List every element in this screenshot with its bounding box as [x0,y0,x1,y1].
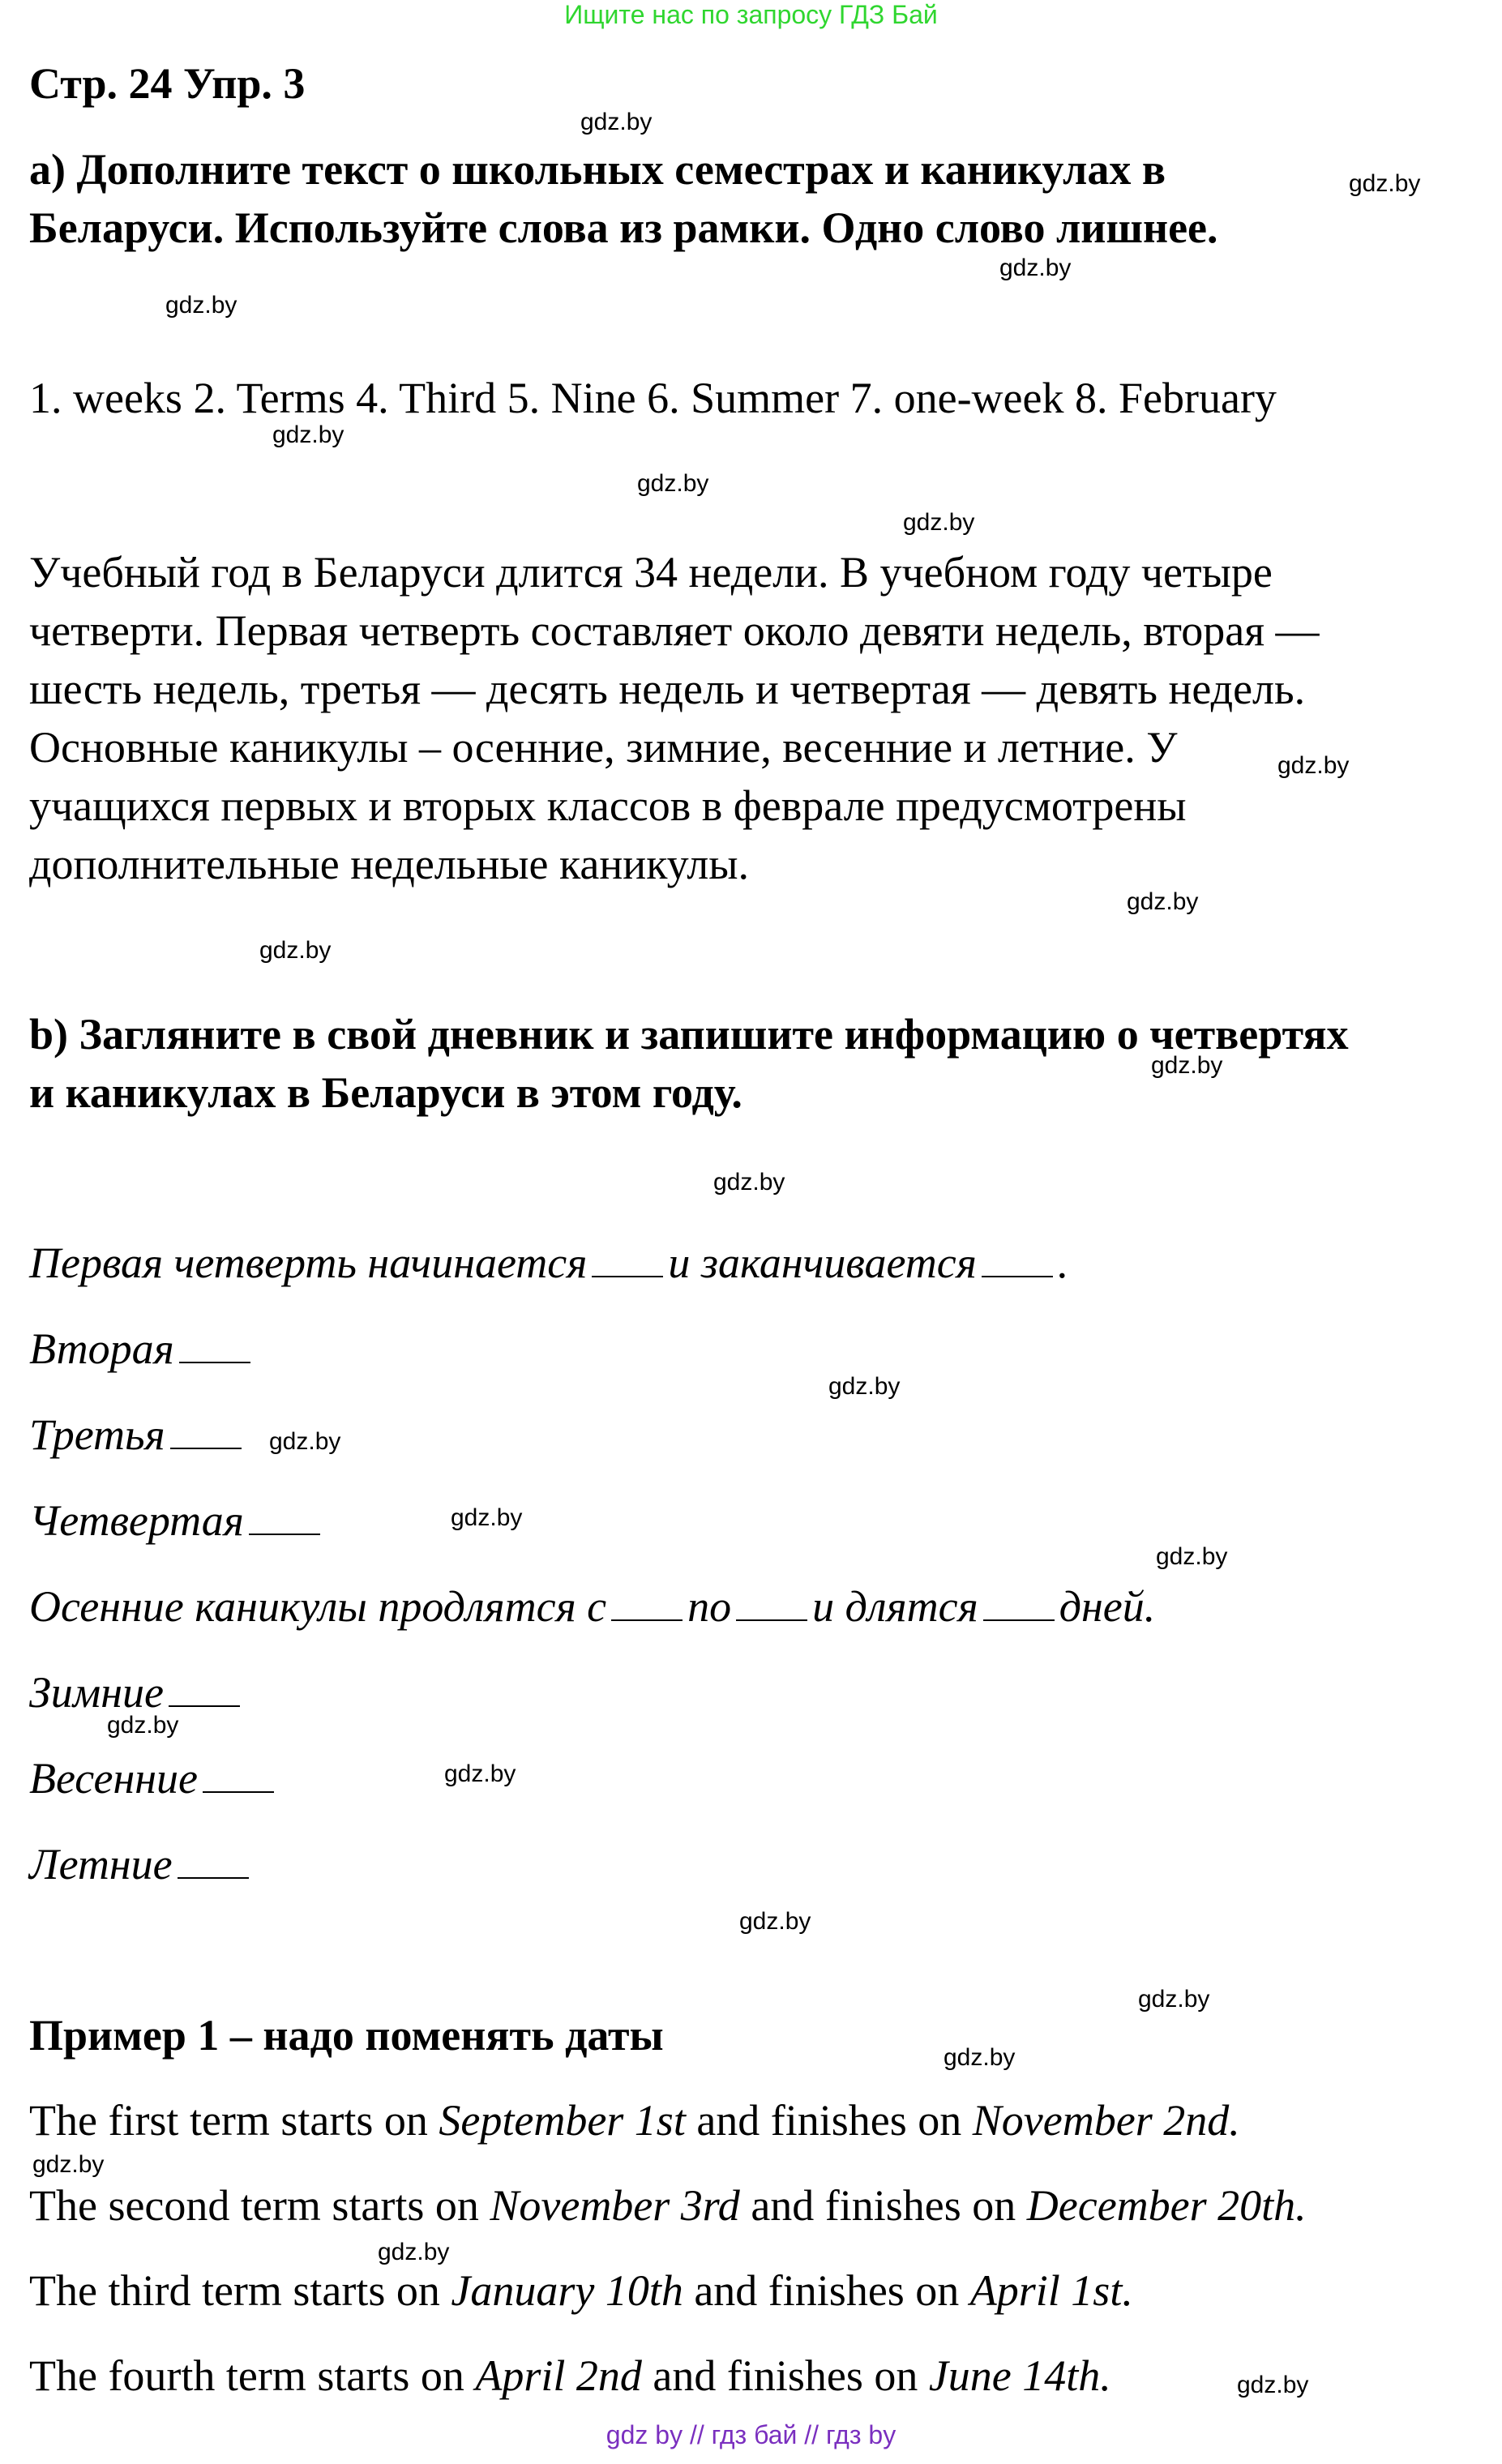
fill-text: Первая четверть начинается [29,1238,588,1287]
watermark: gdz.by [269,1428,341,1455]
watermark: gdz.by [1277,752,1350,779]
fill-text: . [1057,1238,1069,1287]
top-banner[interactable]: Ищите нас по запросу ГДЗ Бай [564,0,938,29]
paragraph-line: дополнительные недельные каникулы. [29,840,750,888]
fill-winter-holidays [29,1667,245,1718]
fill-text: и длятся [812,1582,978,1631]
example-date: January 10th [451,2266,683,2315]
fill-autumn-holidays [29,1581,1155,1632]
example-text: The fourth term starts on [29,2351,464,2400]
answer-blank[interactable] [592,1275,663,1277]
paragraph-line: шесть недель, третья — десять недель и четвертая — девять недель. [29,665,1306,713]
watermark: gdz.by [1138,1986,1210,2013]
example-date: April 2nd [475,2351,642,2400]
example-row [29,2265,1133,2316]
fill-text: Осенние каникулы продлятся с [29,1582,607,1631]
fill-second-term [29,1324,255,1374]
answer-blank[interactable] [736,1619,807,1621]
answer-blank[interactable] [178,1876,249,1879]
example-date: September 1st [439,2096,686,2145]
fill-text: Четвертая [29,1496,244,1545]
fill-text: дней. [1059,1582,1156,1631]
example-text: The second term starts on [29,2181,479,2230]
watermark: gdz.by [1127,888,1199,915]
watermark: gdz.by [32,2151,105,2178]
example-row [29,2095,1240,2145]
task-b-line-2: и каникулах в Беларуси в этом году. [29,1068,742,1117]
task-a-line-1: a) Дополните текст о школьных семестрах и каникулах в [29,145,1166,194]
fill-spring-holidays [29,1753,279,1803]
example-text: and finishes on [751,2181,1016,2230]
answers-a: 1. weeks 2. Terms 4. Third 5. Nine 6. Summer 7. one-week 8. February [29,374,1277,422]
answer-blank[interactable] [169,1705,240,1707]
fill-summer-holidays [29,1839,254,1889]
watermark: gdz.by [999,255,1072,281]
example-date: November 2nd. [972,2096,1240,2145]
watermark: gdz.by [580,109,653,135]
watermark: gdz.by [1237,2372,1309,2398]
watermark: gdz.by [1349,170,1421,197]
watermark: gdz.by [1151,1052,1223,1079]
example-text: and finishes on [696,2096,962,2145]
watermark: gdz.by [378,2239,450,2265]
fill-text: Вторая [29,1324,174,1373]
example-title: Пример 1 – надо поменять даты [29,2011,664,2060]
paragraph-line: Учебный год в Беларуси длится 34 недели. В учебном году четыре [29,548,1273,597]
example-text: The first term starts on [29,2096,428,2145]
fill-text: Весенние [29,1754,199,1803]
fill-text: Летние [29,1840,173,1889]
watermark: gdz.by [903,509,975,536]
answer-blank[interactable] [611,1619,683,1621]
paragraph [29,543,1320,893]
answer-blank[interactable] [983,1619,1055,1621]
answer-blank[interactable] [982,1275,1053,1277]
example-text: and finishes on [694,2266,960,2315]
paragraph-line: четверти. Первая четверть составляет около девяти недель, вторая — [29,606,1320,655]
example-text: and finishes on [653,2351,918,2400]
fill-text: по [687,1582,732,1631]
fill-fourth-term [29,1495,325,1546]
answer-blank[interactable] [203,1790,274,1793]
watermark: gdz.by [828,1373,901,1400]
task-a-line-2: Беларуси. Используйте слова из рамки. Одно слово лишнее. [29,203,1218,252]
watermark: gdz.by [944,2044,1016,2071]
watermark: gdz.by [107,1712,179,1739]
watermark: gdz.by [165,292,237,319]
paragraph-line: учащихся первых и вторых классов в феврале предусмотрены [29,781,1187,830]
example-date: November 3rd [490,2181,740,2230]
fill-text: Третья [29,1410,165,1459]
task-b-line-1: b) Загляните в свой дневник и запишите информацию о четвертях [29,1010,1349,1059]
watermark: gdz.by [739,1908,811,1935]
fill-text: Зимние [29,1668,164,1717]
footer-links[interactable]: gdz by // гдз бай // гдз by [606,2420,896,2449]
watermark: gdz.by [637,470,709,497]
example-date: June 14th. [928,2351,1111,2400]
answer-blank[interactable] [179,1361,250,1363]
watermark: gdz.by [272,421,344,448]
fill-text: и заканчивается [668,1238,977,1287]
page-header: Стр. 24 Упр. 3 [29,59,306,108]
example-row [29,2180,1307,2231]
watermark: gdz.by [1156,1543,1228,1570]
watermark: gdz.by [451,1504,523,1531]
paragraph-line: Основные каникулы – осенние, зимние, весенние и летние. У [29,723,1178,772]
example-date: December 20th. [1026,2181,1307,2230]
answer-blank[interactable] [170,1447,242,1449]
watermark: gdz.by [444,1760,516,1787]
example-date: April 1st. [969,2266,1133,2315]
fill-first-term [29,1238,1068,1288]
watermark: gdz.by [713,1169,785,1196]
answer-blank[interactable] [249,1533,320,1535]
fill-third-term [29,1410,246,1460]
example-text: The third term starts on [29,2266,440,2315]
example-row [29,2351,1111,2401]
watermark: gdz.by [259,937,332,964]
